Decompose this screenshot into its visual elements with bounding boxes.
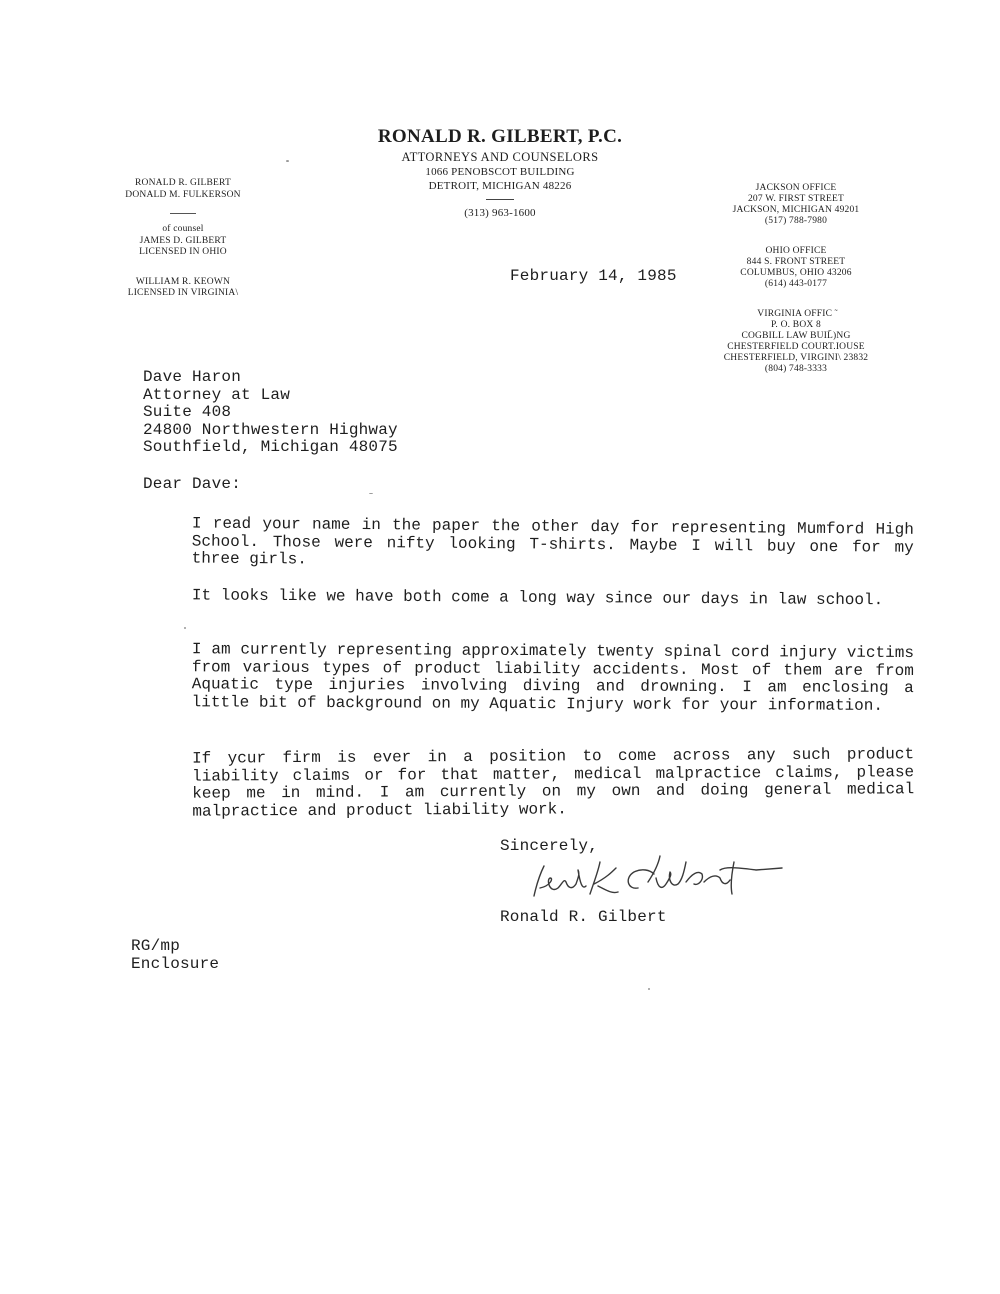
partner-name: RONALD R. GILBERT	[135, 178, 231, 188]
firm-address-line2: DETROIT, MICHIGAN 48226	[428, 180, 572, 192]
firm-address-line1: 1066 PENOBSCOT BUILDING	[425, 166, 575, 178]
body-paragraph-2: It looks like we have both come a long way since our days in law school.	[191, 586, 884, 610]
recipient-name: Dave Haron	[143, 368, 242, 386]
office-street: 844 S. FRONT STREET	[746, 257, 846, 267]
closing: Sincerely,	[500, 837, 599, 855]
scan-speck	[648, 988, 650, 990]
firm-subtitle: ATTORNEYS AND COUNSELORS	[401, 150, 599, 164]
recipient-street: 24800 Northwestern Highway	[143, 420, 398, 439]
partner-name: DONALD M. FULKERSON	[125, 189, 241, 200]
office-city: COLUMBUS, OHIO 43206	[740, 268, 852, 278]
salutation: Dear Dave:	[143, 475, 242, 493]
office-phone: (804) 748-3333	[764, 364, 828, 374]
body-paragraph-1: I read your name in the paper the other day for representing Mumford High School. Those were nifty looking T-shirts. Maybe I will buy one for my three girls.	[191, 514, 914, 569]
virginia-office	[706, 309, 886, 375]
scan-speck	[286, 160, 289, 162]
recipient-title: Attorney at Law	[143, 385, 291, 404]
recipient-address	[143, 369, 398, 457]
recipient-suite: Suite 408	[143, 403, 232, 421]
scan-speck	[369, 493, 373, 494]
body-paragraph-3: I am currently representing approximately twenty spinal cord injury victims from various types of product liability accidents. Most of them are from Aquatic type injuries involving diving and drowning. I am enclosing a little bit of background on my Aquatic Injury work for your information.	[191, 640, 914, 715]
enclosure-note: Enclosure	[131, 955, 220, 973]
reference-initials: RG/mp	[131, 937, 181, 955]
attorney-divider	[170, 213, 196, 214]
firm-name: RONALD R. GILBERT, P.C.	[377, 126, 623, 147]
firm-phone: (313) 963-1600	[464, 207, 536, 219]
office-title: JACKSON OFFICE	[755, 183, 837, 193]
office-courthouse: CHESTERFIELD COURT.IOUSE	[727, 342, 865, 352]
counsel-name: JAMES D. GILBERT	[139, 235, 227, 246]
attorney-list	[108, 178, 258, 312]
recipient-city: Southfield, Michigan 48075	[143, 438, 398, 456]
body-paragraph-4: If ycur firm is ever in a position to come across any such product liability claims or for that matter, medical malpractice claims, please keep me in mind. I am currently on my own and doing general medical malpractice and product liability work.	[191, 745, 915, 821]
associate-name: WILLIAM R. KEOWN	[135, 276, 231, 287]
office-city: JACKSON, MICHIGAN 49201	[732, 205, 860, 215]
letterhead-divider	[486, 199, 514, 200]
office-box: P. O. BOX 8	[771, 320, 821, 330]
jackson-office	[706, 183, 886, 227]
scan-speck	[184, 627, 186, 629]
office-phone: (517) 788-7980	[764, 216, 828, 226]
office-street: 207 W. FIRST STREET	[747, 194, 844, 204]
office-title: VIRGINIA OFFIC ̃	[757, 309, 835, 319]
signer-name: Ronald R. Gilbert	[500, 908, 667, 926]
handwritten-signature	[520, 848, 790, 910]
office-building: COGBILL LAW BUIL̄)NG	[741, 331, 851, 341]
office-phone: (614) 443-0177	[764, 279, 828, 289]
letterhead	[360, 126, 640, 220]
ohio-office	[706, 246, 886, 290]
letter-date: February 14, 1985	[510, 267, 677, 285]
office-title: OHIO OFFICE	[765, 246, 827, 256]
office-list	[706, 183, 886, 394]
office-city: CHESTERFIELD, VIRGINI\ 23832	[723, 353, 869, 363]
of-counsel-label: of counsel	[162, 224, 204, 234]
counsel-license: LICENSED IN OHIO	[139, 247, 227, 257]
associate-license: LICENSED IN VIRGINIA\	[127, 288, 239, 298]
